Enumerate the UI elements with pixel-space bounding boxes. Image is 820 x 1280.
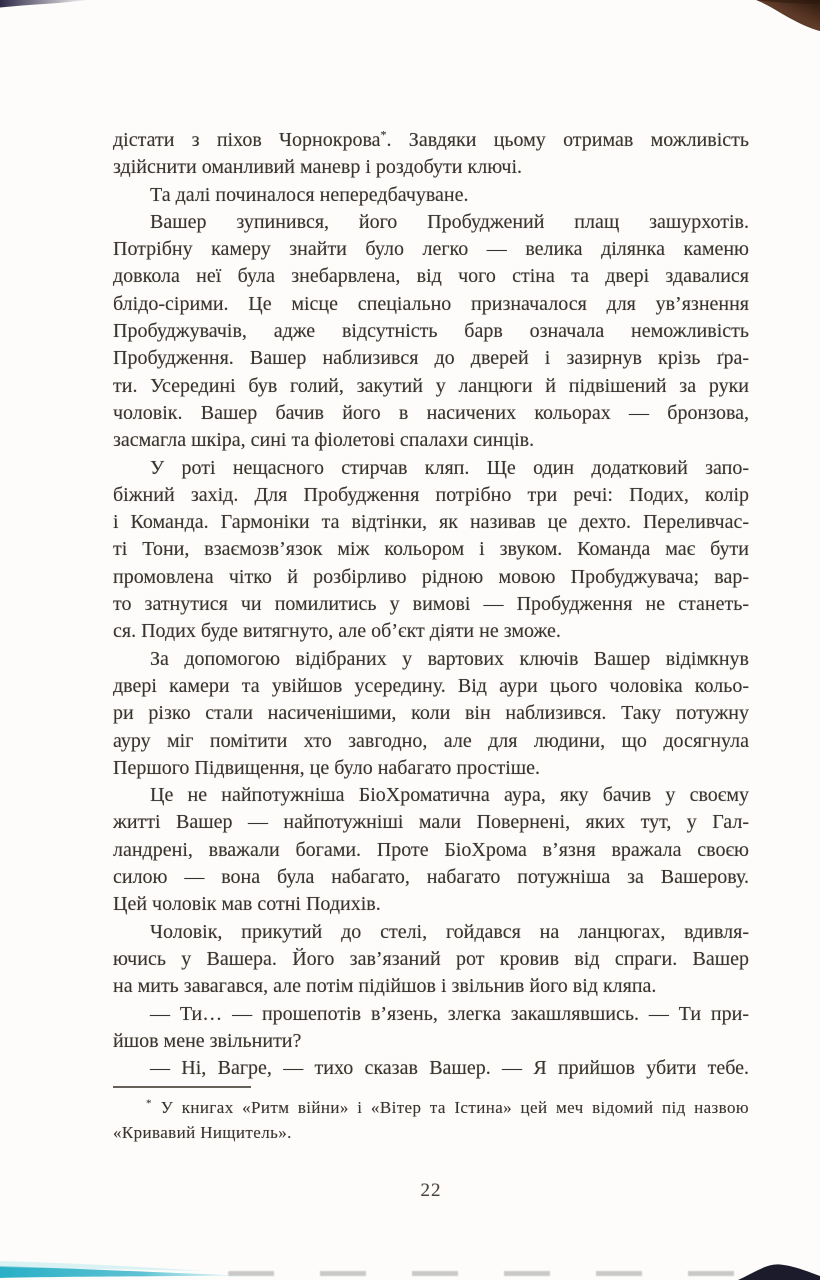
text-line: силою — вона була набагато, набагато потужніша за Вашерову. <box>113 866 749 889</box>
footnote <box>113 1095 749 1145</box>
body-text <box>113 127 749 1145</box>
footnote-marker: * <box>146 1097 152 1110</box>
text-line: довкола неї була знебарвлена, від чого стіна та двері здавалися <box>113 265 749 288</box>
text-line: За допомогою відібраних у вартових ключів Вашер відімкнув <box>150 647 749 670</box>
paragraph <box>113 127 749 182</box>
text-line: на мить завагався, але потім підійшов і звільнив його від кляпа. <box>113 975 657 998</box>
text-line: Пробуджувачів, адже відсутність барв означала неможливість <box>113 320 749 343</box>
text-line: Чоловік, прикутий до стелі, гойдався на ланцюгах, вдивля- <box>150 920 749 943</box>
text-line: і Команда. Гармоніки та відтінки, як називав це дехто. Переливчас- <box>113 511 749 534</box>
footnote-separator <box>113 1086 251 1088</box>
paragraph-container <box>113 127 749 1082</box>
paragraph <box>113 1055 749 1082</box>
text-line: — Ти… — прошепотів в’язень, злегка закашлявшись. — Ти при- <box>150 1002 749 1025</box>
text-line: ри різко стали насиченішими, коли він наблизився. Таку потужну <box>113 702 749 725</box>
text-line: ландрені, вважали богами. Проте БіоХрома в’язня вражала своєю <box>113 838 749 861</box>
text-line: засмагла шкіра, сині та фіолетові спалахи синців. <box>113 429 535 452</box>
text-line: ауру міг помітити хто завгодно, але для людини, що досягнула <box>113 729 749 752</box>
book-cover-corner-bottom-right <box>730 1254 820 1280</box>
text-line: здійснити оманливий маневр і роздобути ключі. <box>113 156 522 179</box>
text-line: ті Тони, взаємозв’язок між кольором і звуком. Команда має бути <box>113 538 749 561</box>
paragraph <box>113 1001 749 1056</box>
paragraph <box>113 455 749 646</box>
text-line: Вашер зупинився, його Пробуджений плащ зашурхотів. <box>150 210 749 233</box>
text-line: Це не найпотужніша БіоХроматична аура, яку бачив у своєму <box>150 784 749 807</box>
text-line: житті Вашер — найпотужніші мали Повернені, яких тут, у Гал- <box>113 811 749 834</box>
page-number: 22 <box>420 1180 442 1201</box>
cover-sliver-top-left <box>0 0 95 12</box>
paragraph <box>113 646 749 782</box>
paragraph <box>113 209 749 455</box>
paragraph <box>113 782 749 918</box>
text-line: ти. Усередині був голий, закутий у ланцюги й підвішений за руки <box>113 374 749 397</box>
text-line: ючись у Вашера. Його зав’язаний рот кровив від спраги. Вашер <box>113 947 749 970</box>
text-line: ся. Подих буде витягнуто, але об’єкт діяти не зможе. <box>113 620 561 643</box>
text-line: Та далі починалося непередбачуване. <box>150 183 469 206</box>
text-line: біжний захід. Для Пробудження потрібно три речі: Подих, колір <box>113 483 749 506</box>
text-line: — Ні, Вагре, — тихо сказав Вашер. — Я прийшов убити тебе. <box>150 1057 749 1080</box>
text-line: У роті нещасного стирчав кляп. Ще один додатковий запо- <box>150 456 749 479</box>
text-line: * У книгах «Ритм війни» і «Вітер та Істина» цей меч відомий під назвою <box>146 1097 749 1118</box>
text-line: дістати з піхов Чорнокрова*. Завдяки цьому отримав можливість <box>113 127 750 151</box>
sprayed-edge-streak <box>0 1252 250 1280</box>
text-line: Пробудження. Вашер наблизився до дверей і зазирнув крізь ґра- <box>113 347 749 370</box>
text-line: Цей чоловік мав сотні Подихів. <box>113 893 381 916</box>
footnote-marker: * <box>380 127 387 142</box>
paragraph <box>113 182 749 209</box>
text-line: Потрібну камеру знайти було легко — велика ділянка каменю <box>113 238 749 261</box>
text-line: блідо-сірими. Це місце спеціально призначалося для ув’язнення <box>113 292 749 315</box>
text-line: Першого Підвищення, це було набагато простіше. <box>113 756 541 779</box>
paragraph <box>113 919 749 1001</box>
text-line: чоловік. Вашер бачив його в насичених кольорах — бронзова, <box>113 401 749 424</box>
page-edges-shadow <box>228 1271 788 1276</box>
text-line: «Кривавий Нищитель». <box>113 1123 292 1143</box>
book-cover-corner-top-right <box>750 0 820 34</box>
text-line: промовлена чітко й розбірливо рідною мовою Пробуджувача; вар- <box>113 565 749 588</box>
text-line: то затнутися чи помилитись у вимові — Пробудження не станеть- <box>113 593 749 616</box>
text-line: йшов мене звільнити? <box>113 1029 302 1052</box>
text-line: двері камери та увійшов усередину. Від аури цього чоловіка кольо- <box>113 674 749 697</box>
